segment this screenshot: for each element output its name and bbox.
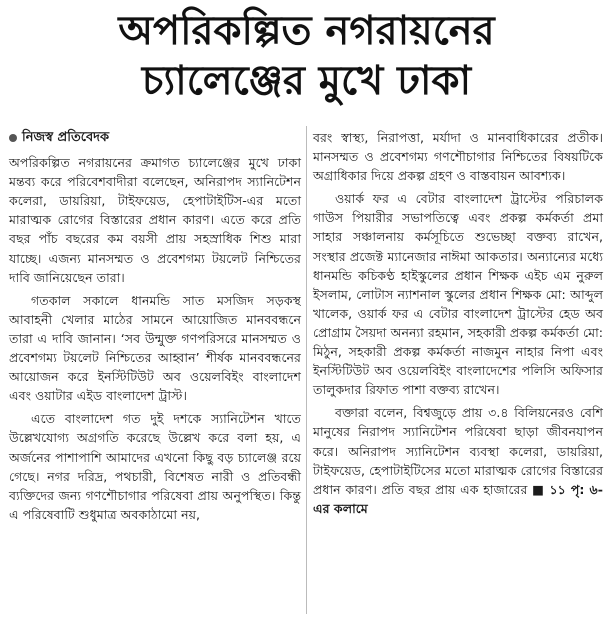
paragraph-3: এতে বাংলাদেশ গত দুই দশকে স্যানিটেশন খাতে উল্লেখযোগ্য অগ্রগতি করেছে উল্লেখ করে বলা হয়, এ অর্জনের পাশাপাশি আমাদের এখনো কিছু বড় চ্যালেঞ্জ রয়ে গেছে। নগর দরিদ্র, পথচারী, বিশেষত নারী ও প্রতিবন্ধী ব্যক্তিদের জন্য গণশৌচাগার পরিষেবা প্রায় অনুপস্থিত। কিন্তু এ পরিষেবাটি শুধুমাত্র অবকাঠামো নয়, xyxy=(9,411,301,522)
paragraph-5: ওয়ার্ক ফর এ বেটার বাংলাদেশ ট্রাস্টের পরিচালক গাউস পিয়ারীর সভাপতিত্বে এবং প্রকল্প কর্মকর্তা প্রমা সাহার সঞ্চালনায় কর্মসূচিতে শুভেচ্ছা বক্তব্য রাখেন, সংস্থার প্রজেক্ট ম্যানেজার নাঈমা আকতার। অন্যান্যের মধ্যে ধানমন্ডি কচিকণ্ঠ হাইস্কুলের প্রধান শিক্ষক এইচ এম নুরুল ইসলাম, লোটাস ন্যাশনাল স্কুলের প্রধান শিক্ষক মো: আব্দুল খালেক, ওয়ার্ক ফর এ বেটার বাংলাদেশ ট্রাস্টের হেড অব প্রোগ্রাম সৈয়দা অনন্যা রহমান, সহকারী প্রকল্প কর্মকর্তা মো: মিঠুন, সহকারী প্রকল্প কর্মকর্তা নাজমুন নাহার নিপা এবং ইনস্টিটিউট অব ওয়েলবিইং বাংলাদেশের পলিসি অফিসার তালুকদার রিফাত পাশা বক্তব্য রাখেন। xyxy=(313,191,603,398)
left-column xyxy=(9,128,301,524)
headline-line-1: অপরিকল্পিত নগরায়নের xyxy=(118,8,495,54)
paragraph-6 xyxy=(313,403,603,518)
paragraph-2: গতকাল সকালে ধানমন্ডি সাত মসজিদ সড়কস্থ আবাহনী খেলার মাঠের সামনে আয়োজিত মানববন্ধনে তারা এ দাবি জানান। ‘সব উন্মুক্ত গণপরিসরে মানসম্মত ও প্রবেশগম্য টয়লেট নিশ্চিতের আহ্বান’ শীর্ষক মানববন্ধনের আয়োজন করে ইনস্টিটিউট অব ওয়েলবিইং বাংলাদেশ এবং ওয়াটার এইড বাংলাদেশ ট্রাস্ট। xyxy=(9,292,301,404)
right-column xyxy=(313,128,603,518)
headline xyxy=(0,6,613,106)
continued-marker-icon: ■ xyxy=(532,481,545,497)
paragraph-1: অপরিকল্পিত নগরায়নের ক্রমাগত চ্যালেঞ্জের মুখে ঢাকা মন্তব্য করে পরিবেশবাদীরা বলেছেন, অনিরাপদ স্যানিটেশন কলেরা, ডায়রিয়া, টাইফয়েড, হেপাটাইটিস-এর মতো মারাত্মক রোগের বিস্তারের প্রধান কারণ। এতে করে প্রতি বছর পাঁচ বছরের কম বয়সী প্রায় সহস্রাধিক শিশু মারা যাচ্ছে। এজন্য মানসম্মত ও প্রবেশগম্য টয়লেট নিশ্চিতের দাবি জানিয়েছেন তারা। xyxy=(9,155,301,285)
continued-on-link[interactable]: ১১ পৃ: ৬-এর কলামে xyxy=(313,481,603,516)
bullet-icon xyxy=(9,134,17,142)
byline xyxy=(9,128,301,147)
byline-text: নিজস্ব প্রতিবেদক xyxy=(22,130,110,145)
paragraph-4: বরং স্বাস্থ্য, নিরাপত্তা, মর্যাদা ও মানবাধিকারের প্রতীক। মানসম্মত ও প্রবেশগম্য গণশৌচাগার নিশ্চিতের বিষয়টিকে অগ্রাধিকার দিয়ে প্রকল্প গ্রহণ ও বাস্তবায়ন আবশ্যক। xyxy=(313,130,603,184)
paragraph-6-text: বক্তারা বলেন, বিশ্বজুড়ে প্রায় ৩.৪ বিলিয়নেরও বেশি মানুষের নিরাপদ স্যানিটেশন পরিষেবা ছাড়া জীবনযাপন করে। অনিরাপদ স্যানিটেশন ব্যবস্থা কলেরা, ডায়রিয়া, টাইফয়েড, হেপাটাইটিসের মতো মারাত্মক রোগের বিস্তারের প্রধান কারণ। প্রতি বছর প্রায় এক হাজারের xyxy=(313,405,603,497)
headline-line-2: চ্যালেঞ্জের মুখে ঢাকা xyxy=(141,58,472,104)
column-divider xyxy=(306,126,307,614)
